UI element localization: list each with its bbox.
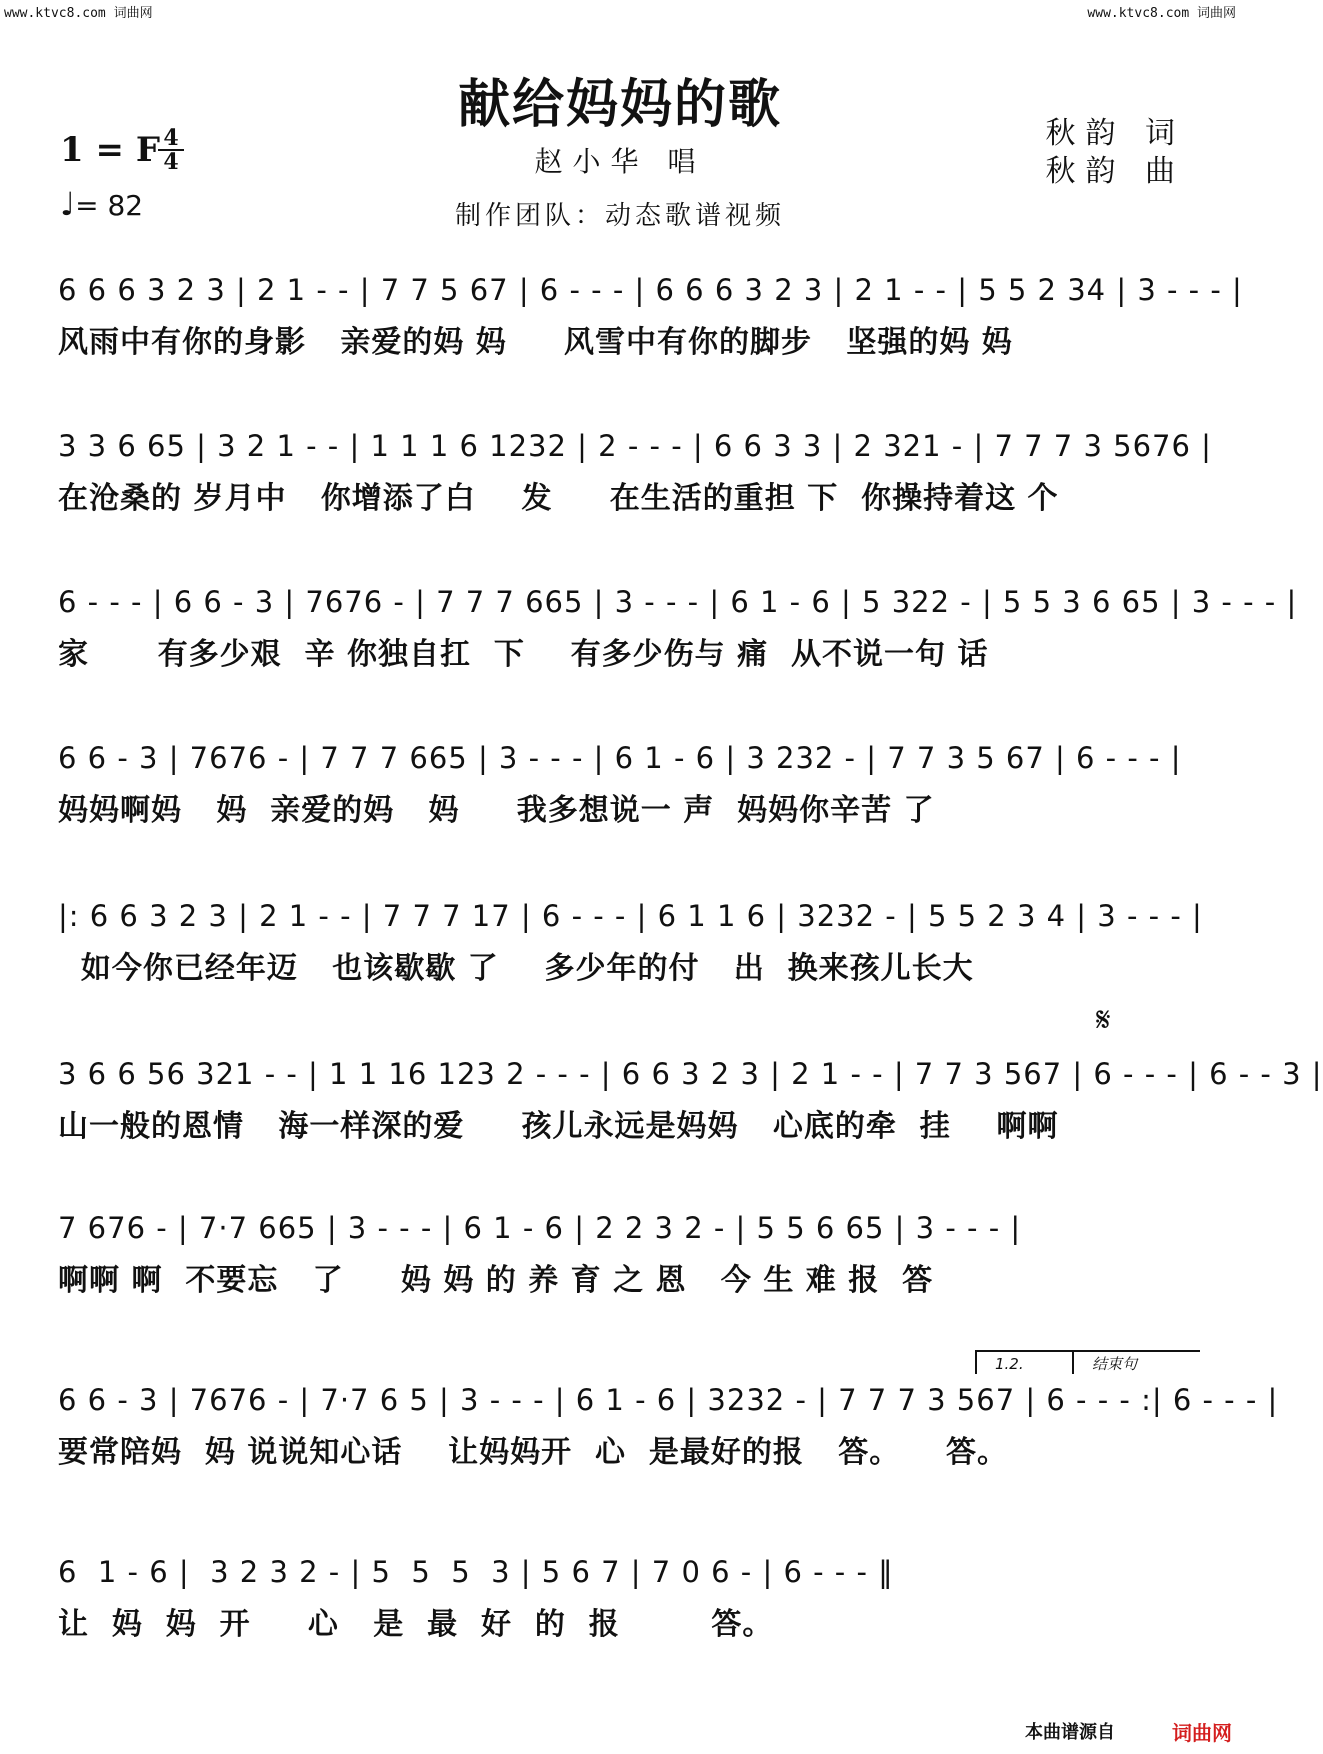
credits-block <box>1045 115 1185 191</box>
notation-line: 6 6 - 3 | 7676 - | 7 7 7 665 | 3 - - - | 6 1 - 6 | 3 232 - | 7 7 3 5 67 | 6 - - - | <box>58 741 1182 775</box>
notation-line: 6 1 - 6 | 3 2 3 2 - | 5 5 5 3 | 5 6 7 | 7 0 6 - | 6 - - - ‖ <box>58 1555 894 1589</box>
quarter-note-icon: ♩ <box>60 185 76 223</box>
score-system-2 <box>58 418 1212 524</box>
notation-line: 6 - - - | 6 6 - 3 | 7676 - | 7 7 7 665 | 3 - - - | 6 1 - 6 | 5 322 - | 5 5 3 6 65 | 3 - - - | <box>58 585 1298 619</box>
notation-line: 6 6 - 3 | 7676 - | 7·7 6 5 | 3 - - - | 6 1 - 6 | 3232 - | 7 7 7 3 567 | 6 - - - :| 6 - - - | <box>58 1383 1279 1417</box>
time-signature-bottom: 4 <box>163 149 179 175</box>
tempo-value: = 82 <box>75 189 144 222</box>
notation-line: 3 3 6 65 | 3 2 1 - - | 1 1 1 6 1232 | 2 - - - | 6 6 3 3 | 2 321 - | 7 7 7 3 5676 | <box>58 429 1212 463</box>
score-system-1 <box>58 262 1243 368</box>
volta-bracket-ending: 结束句 <box>1072 1350 1200 1374</box>
lyrics-line: 妈妈啊妈 妈 亲爱的妈 妈 我多想说一 声 妈妈你辛苦 了 <box>58 793 935 828</box>
score-system-6 <box>58 1046 1323 1152</box>
lyrics-line: 风雨中有你的身影 亲爱的妈 妈 风雪中有你的脚步 坚强的妈 妈 <box>58 325 1013 360</box>
singer-credit: 赵小华 唱 <box>534 145 706 178</box>
lyrics-line: 在沧桑的 岁月中 你增添了白 发 在生活的重担 下 你操持着这 个 <box>58 481 1059 516</box>
score-system-7 <box>58 1200 1188 1306</box>
lyrics-line: 要常陪妈 妈 说说知心话 让妈妈开 心 是最好的报 答。 答。 <box>58 1435 1008 1470</box>
lyrics-line: 啊啊 啊 不要忘 了 妈 妈 的 养 育 之 恩 今 生 难 报 答 <box>58 1263 934 1298</box>
production-team: 制作团队：动态歌谱视频 <box>454 201 785 231</box>
segno-sign: 𝄋 <box>1096 1000 1111 1040</box>
notation-line: 3 6 6 56 321 - - | 1 1 16 123 2 - - - | 6 6 3 2 3 | 2 1 - - | 7 7 3 567 | 6 - - - | 6 - - 3 | <box>58 1057 1323 1091</box>
site-logo[interactable]: 词曲网 <box>1172 1721 1232 1745</box>
score-system-5 <box>58 888 1203 994</box>
lyrics-line: 山一般的恩情 海一样深的爱 孩儿永远是妈妈 心底的牵 挂 啊啊 <box>58 1109 1059 1144</box>
time-signature-top: 4 <box>163 125 179 151</box>
notation-line: |: 6 6 3 2 3 | 2 1 - - | 7 7 7 17 | 6 - - - | 6 1 1 6 | 3232 - | 5 5 2 3 4 | 3 - - - | <box>58 899 1203 933</box>
score-system-8 <box>58 1372 1279 1478</box>
composer-credit: 秋韵 曲 <box>1045 154 1185 189</box>
volta-bracket-first: 1.2. <box>975 1350 1073 1374</box>
notation-line: 6 6 6 3 2 3 | 2 1 - - | 7 7 5 67 | 6 - - - | 6 6 6 3 2 3 | 2 1 - - | 5 5 2 34 | 3 - - - | <box>58 273 1243 307</box>
watermark-left: www.ktvc8.com 词曲网 <box>4 6 153 21</box>
notation-line: 7 676 - | 7·7 665 | 3 - - - | 6 1 - 6 | 2 2 3 2 - | 5 5 6 65 | 3 - - - | <box>58 1211 1022 1245</box>
score-system-4 <box>58 730 1188 836</box>
watermark-right: www.ktvc8.com 词曲网 <box>1087 6 1236 21</box>
key-signature: 1 = F <box>60 130 160 170</box>
lyrics-line: 家 有多少艰 辛 你独自扛 下 有多少伤与 痛 从不说一句 话 <box>58 637 989 672</box>
score-system-9 <box>58 1544 1188 1650</box>
tempo-marking <box>60 185 143 223</box>
score-system-3 <box>58 574 1298 680</box>
footer-source: 本曲谱源自 <box>1025 1722 1115 1743</box>
lyricist-credit: 秋韵 词 <box>1045 116 1185 151</box>
time-signature <box>158 125 184 175</box>
lyrics-line: 让 妈 妈 开 心 是 最 好 的 报 答。 <box>58 1607 774 1642</box>
song-title: 献给妈妈的歌 <box>457 75 782 135</box>
lyrics-line: 如今你已经年迈 也该歇歇 了 多少年的付 出 换来孩儿长大 <box>58 951 974 986</box>
